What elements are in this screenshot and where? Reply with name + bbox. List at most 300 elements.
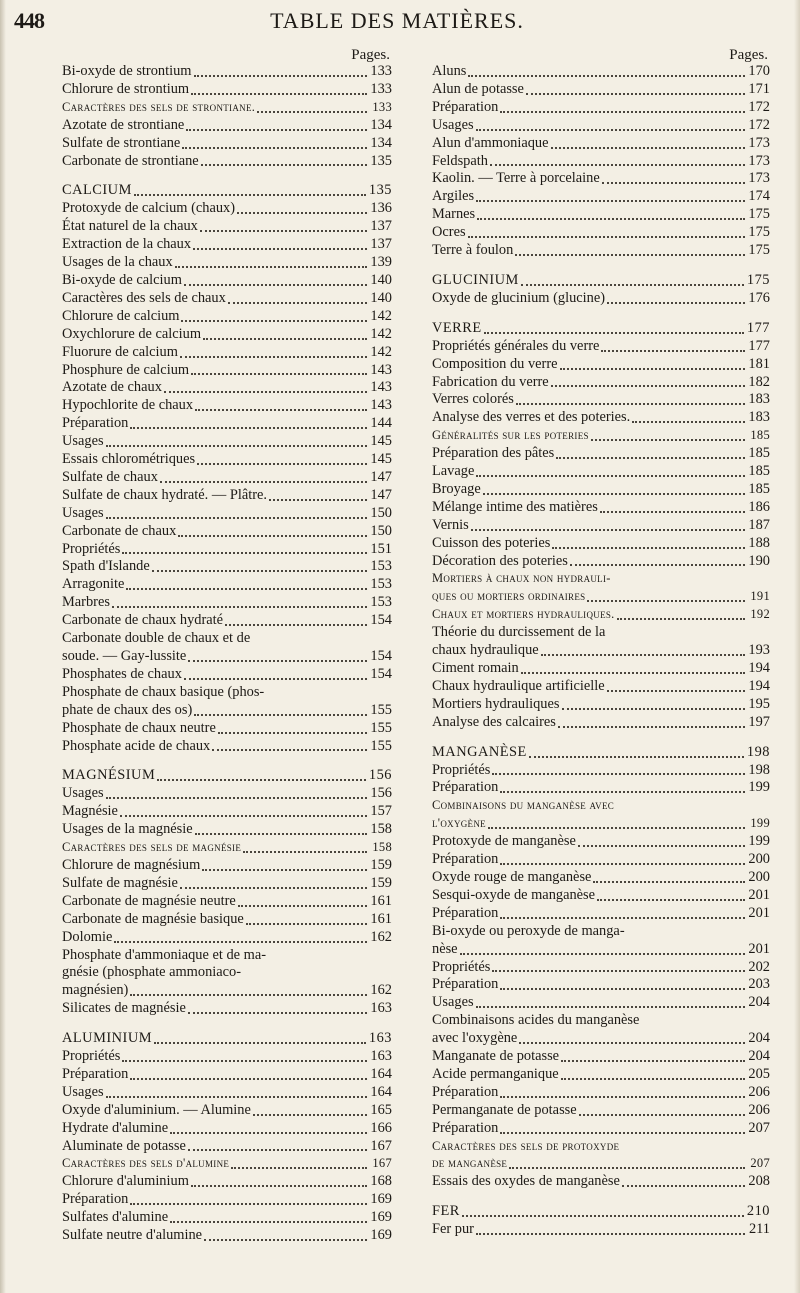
toc-entry (62, 200, 392, 218)
toc-page-number: 140 (370, 289, 392, 306)
toc-entry-title-continued: gnésie (phosphate ammoniaco- (62, 964, 242, 981)
dot-leader (194, 75, 367, 77)
toc-entry-title: Azotate de chaux (62, 379, 162, 396)
dot-leader (269, 499, 367, 501)
toc-page-number: 159 (370, 874, 392, 891)
toc-page-number: 204 (748, 1030, 770, 1047)
toc-entry-title: ALUMINIUM (62, 1030, 153, 1047)
toc-entry-title: Usages de la magnésie (62, 821, 193, 838)
toc-entry (432, 1084, 770, 1102)
toc-left-list (62, 63, 392, 1245)
toc-page-number: 206 (748, 1083, 770, 1100)
toc-page-number: 211 (748, 1221, 770, 1238)
dot-leader (112, 606, 367, 608)
toc-page-number: 158 (372, 840, 392, 855)
dot-leader (257, 111, 367, 113)
toc-entry (432, 762, 770, 780)
dot-leader (126, 588, 367, 590)
toc-entry-title: Vernis (432, 516, 469, 533)
toc-entry (62, 857, 392, 875)
toc-entry-title: Combinaisons du manganèse avec (432, 798, 615, 813)
toc-page-number: 150 (370, 522, 392, 539)
dot-leader (164, 391, 367, 393)
dot-leader (519, 1042, 745, 1044)
toc-entry-title: Théorie du durcissement de la (432, 624, 606, 641)
toc-entry (62, 911, 392, 929)
toc-page-number: 168 (370, 1173, 392, 1190)
toc-entry-title: Propriétés (432, 958, 491, 975)
toc-page-number: 210 (746, 1203, 770, 1220)
toc-entry-title: Bi-oxyde ou peroxyde de manga- (432, 922, 625, 939)
toc-entry (432, 1048, 770, 1066)
toc-entry (432, 153, 770, 171)
toc-entry (432, 135, 770, 153)
toc-entry-title: Préparation (432, 904, 499, 921)
toc-entry-last-line (62, 702, 392, 720)
toc-entry (432, 779, 770, 797)
toc-page-number: 163 (368, 1030, 392, 1047)
toc-page-number: 166 (370, 1119, 392, 1136)
toc-entry-title: Propriétés générales du verre (432, 337, 600, 354)
toc-page-number: 140 (370, 271, 392, 288)
dot-leader (593, 881, 745, 883)
toc-entry (62, 541, 392, 559)
toc-entry-title: Terre à foulon (432, 242, 514, 259)
dot-leader (212, 749, 367, 751)
toc-entry-title: Décoration des poteries (432, 552, 568, 569)
toc-entry-last-line (432, 1030, 770, 1048)
toc-entry-title-continued: magnésien) (62, 982, 129, 999)
toc-entry-title: Phosphates de chaux (62, 665, 182, 682)
toc-entry (432, 242, 770, 260)
toc-page-number: 172 (748, 116, 770, 133)
toc-entry-title: Sulfate de chaux hydraté. — Plâtre. (62, 486, 267, 503)
toc-entry-title-continued: phate de chaux des os) (62, 701, 193, 718)
toc-entry (432, 869, 770, 887)
toc-entry-title: Analyse des calcaires (432, 713, 556, 730)
toc-entry (432, 905, 770, 923)
toc-page-number: 163 (370, 1048, 392, 1065)
toc-entry-title: VERRE (432, 319, 482, 336)
toc-page-number: 142 (370, 307, 392, 324)
dot-leader (587, 600, 745, 602)
toc-entry-title: Préparation (432, 976, 499, 993)
toc-page-number: 147 (370, 486, 392, 503)
section-gap (62, 170, 392, 182)
toc-entry (62, 379, 392, 397)
toc-section-heading (62, 1030, 392, 1048)
toc-page-number: 169 (370, 1191, 392, 1208)
dot-leader (184, 284, 367, 286)
toc-section-heading (432, 744, 770, 762)
toc-entry (62, 630, 392, 666)
toc-entry-title: Aluminate de potasse (62, 1137, 186, 1154)
toc-page-number: 162 (370, 928, 392, 945)
pages-column-label: Pages. (351, 47, 390, 63)
toc-page-number: 147 (370, 468, 392, 485)
dot-leader (180, 356, 367, 358)
toc-entry-title: Usages (62, 433, 104, 450)
section-gap (432, 308, 770, 320)
toc-entry (432, 797, 770, 833)
dot-leader (122, 552, 367, 554)
section-gap (432, 1191, 770, 1203)
dot-leader (228, 302, 367, 304)
toc-entry-title: Chlorure d'aluminium (62, 1173, 189, 1190)
toc-page-number: 136 (370, 200, 392, 217)
toc-entry (62, 272, 392, 290)
toc-entry (62, 1138, 392, 1156)
dot-leader (106, 1096, 367, 1098)
dot-leader (476, 129, 745, 131)
dot-leader (492, 773, 745, 775)
toc-entry-title: Spath d'Islande (62, 558, 150, 575)
dot-leader (578, 845, 745, 847)
dot-leader (500, 1132, 745, 1134)
dot-leader (204, 1239, 367, 1241)
toc-page-number: 177 (748, 337, 770, 354)
toc-entry (432, 463, 770, 481)
toc-entry (432, 1012, 770, 1048)
toc-page-number: 134 (370, 134, 392, 151)
toc-page-number: 193 (748, 642, 770, 659)
toc-entry-title: Alun d'ammoniaque (432, 134, 549, 151)
dot-leader (170, 1132, 367, 1134)
toc-entry-title: Usages (432, 994, 474, 1011)
toc-entry (62, 523, 392, 541)
dot-leader (194, 714, 367, 716)
dot-leader (218, 732, 367, 734)
toc-page-number: 201 (748, 904, 770, 921)
toc-page-number: 137 (370, 236, 392, 253)
dot-leader (521, 672, 745, 674)
toc-entry (62, 236, 392, 254)
toc-entry-last-line (62, 982, 392, 1000)
toc-entry-last-line (62, 648, 392, 666)
toc-entry-title: CALCIUM (62, 182, 132, 199)
toc-page-number: 135 (368, 182, 392, 199)
dot-leader (114, 941, 367, 943)
toc-entry (62, 326, 392, 344)
toc-entry (62, 558, 392, 576)
toc-section-heading (432, 272, 770, 290)
toc-page-number: 161 (370, 892, 392, 909)
toc-entry (432, 290, 770, 308)
dot-leader (521, 284, 744, 286)
toc-entry (62, 63, 392, 81)
toc-entry-title: Fer pur (432, 1221, 474, 1238)
toc-entry (432, 553, 770, 571)
toc-entry-title: Hypochlorite de chaux (62, 397, 194, 414)
running-title: TABLE DES MATIÈRES. (270, 8, 524, 33)
toc-entry-title: Fluorure de calcium (62, 343, 178, 360)
toc-entry (432, 338, 770, 356)
dot-leader (476, 1006, 745, 1008)
toc-entry (432, 624, 770, 660)
dot-leader (607, 690, 745, 692)
toc-page-number: 185 (750, 428, 770, 443)
toc-entry-title: Mélange intime des matières (432, 498, 598, 515)
toc-page-number: 135 (370, 152, 392, 169)
toc-page-number: 134 (370, 116, 392, 133)
toc-entry-title: Carbonate de chaux hydraté (62, 612, 224, 629)
dot-leader (529, 756, 744, 758)
toc-entry-last-line (432, 588, 770, 606)
toc-page-number: 173 (748, 134, 770, 151)
dot-leader (225, 624, 367, 626)
dot-leader (246, 923, 367, 925)
toc-entry-title: Caractères des sels de strontiane. (62, 99, 256, 114)
toc-entry (62, 1120, 392, 1138)
toc-entry (432, 1120, 770, 1138)
toc-page-number: 199 (748, 833, 770, 850)
toc-page-number: 142 (370, 325, 392, 342)
toc-entry (432, 994, 770, 1012)
toc-entry (432, 445, 770, 463)
toc-entry-title: Marnes (432, 206, 476, 223)
dot-leader (188, 660, 367, 662)
dot-leader (106, 517, 367, 519)
toc-entry (432, 851, 770, 869)
toc-page-number: 183 (748, 409, 770, 426)
toc-entry-title: Sulfate de chaux (62, 468, 158, 485)
toc-entry-title: Usages (62, 785, 104, 802)
toc-entry-last-line (432, 941, 770, 959)
toc-entry (62, 839, 392, 857)
toc-page-number: 143 (370, 379, 392, 396)
toc-page-number: 169 (370, 1227, 392, 1244)
toc-page-number: 199 (750, 816, 770, 831)
toc-entry-title: Phosphate d'ammoniaque et de ma- (62, 946, 267, 963)
toc-entry (432, 1066, 770, 1084)
toc-entry-title: Chaux et mortiers hydrauliques. (432, 607, 615, 622)
toc-entry-title: GLUCINIUM (432, 271, 519, 288)
toc-page-number: 204 (748, 1048, 770, 1065)
dot-leader (556, 457, 745, 459)
toc-page-number: 181 (748, 355, 770, 372)
dot-leader (500, 988, 745, 990)
toc-page-number: 145 (370, 433, 392, 450)
toc-entry-title: Carbonate de magnésie basique (62, 910, 244, 927)
toc-entry-title: Ocres (432, 224, 466, 241)
toc-entry-title: Chlorure de strontium (62, 80, 190, 97)
dot-leader (600, 511, 745, 513)
toc-page-number: 197 (748, 713, 770, 730)
toc-page-number: 172 (748, 98, 770, 115)
toc-entry-title: Verres colorés (432, 391, 514, 408)
toc-entry (432, 206, 770, 224)
toc-page-number: 163 (370, 1000, 392, 1017)
toc-entry (432, 1221, 770, 1239)
toc-entry-title: Phosphate acide de chaux (62, 737, 211, 754)
toc-entry (432, 660, 770, 678)
dot-leader (157, 779, 366, 781)
dot-leader (195, 409, 367, 411)
toc-section-heading (432, 320, 770, 338)
toc-page-number: 143 (370, 397, 392, 414)
toc-page-number: 143 (370, 361, 392, 378)
toc-entry (432, 1173, 770, 1191)
toc-entry-title: Sulfate neutre d'alumine (62, 1227, 203, 1244)
toc-entry-title: Préparation (62, 415, 129, 432)
toc-entry-title: Préparation (432, 779, 499, 796)
dot-leader (560, 368, 745, 370)
dot-leader (515, 254, 745, 256)
toc-page-number: 156 (368, 767, 392, 784)
toc-page-number: 183 (748, 391, 770, 408)
toc-entry-title: Phosphate de chaux basique (phos- (62, 683, 265, 700)
dot-leader (483, 493, 745, 495)
dot-leader (238, 905, 367, 907)
toc-entry-title: Oxyde rouge de manganèse (432, 868, 592, 885)
toc-entry-title: Phosphure de calcium (62, 361, 190, 378)
toc-entry-title: Feldspath (432, 152, 488, 169)
toc-page-number: 200 (748, 851, 770, 868)
toc-page-number: 191 (750, 589, 770, 604)
toc-entry (432, 678, 770, 696)
toc-entry-title-continued: de manganèse (432, 1156, 508, 1171)
toc-entry (62, 893, 392, 911)
toc-entry (62, 397, 392, 415)
toc-entry-title: Sulfates d'alumine (62, 1209, 169, 1226)
dot-leader (526, 93, 745, 95)
toc-entry (432, 170, 770, 188)
dot-leader (122, 1060, 367, 1062)
toc-entry-title: Extraction de la chaux (62, 236, 192, 253)
toc-entry-title: Dolomie (62, 928, 113, 945)
toc-entry-title: Bi-oxyde de strontium (62, 63, 192, 79)
dot-leader (152, 570, 367, 572)
toc-entry (62, 487, 392, 505)
toc-entry-title: Combinaisons acides du manganèse (432, 1012, 640, 1029)
toc-page-number: 151 (370, 540, 392, 557)
toc-page-number: 133 (370, 80, 392, 97)
toc-entry-title: Propriétés (62, 1048, 121, 1065)
toc-entry (62, 929, 392, 947)
toc-entry-title: Propriétés (62, 540, 121, 557)
dot-leader (551, 147, 746, 149)
toc-entry-title: Lavage (432, 463, 475, 480)
toc-entry-title: Usages (62, 504, 104, 521)
section-gap (432, 732, 770, 744)
toc-entry-title: Manganate de potasse (432, 1048, 560, 1065)
toc-entry (432, 117, 770, 135)
toc-entry-title: Préparation (432, 1083, 499, 1100)
toc-page-number: 190 (748, 552, 770, 569)
toc-entry (62, 469, 392, 487)
toc-page-number: 170 (748, 63, 770, 79)
dot-leader (201, 164, 367, 166)
dot-leader (516, 403, 745, 405)
toc-page-number: 199 (748, 779, 770, 796)
toc-entry-title: Chaux hydraulique artificielle (432, 677, 605, 694)
toc-right-column (432, 48, 770, 1239)
toc-page-number: 202 (748, 958, 770, 975)
dot-leader (541, 654, 745, 656)
toc-section-heading (62, 767, 392, 785)
toc-page-number: 162 (370, 982, 392, 999)
toc-entry-title: Cuisson des poteries (432, 534, 551, 551)
toc-page-number: 133 (370, 63, 392, 79)
dot-leader (203, 338, 367, 340)
pages-column-label: Pages. (729, 47, 768, 63)
toc-page-number: 167 (370, 1137, 392, 1154)
dot-leader (154, 1042, 366, 1044)
toc-entry (62, 947, 392, 1001)
toc-entry-title-continued: ques ou mortiers ordinaires (432, 589, 586, 604)
dot-leader (195, 833, 367, 835)
toc-page-number: 164 (370, 1065, 392, 1082)
toc-entry (62, 1102, 392, 1120)
toc-page-number: 205 (748, 1065, 770, 1082)
toc-entry-title: Fabrication du verre (432, 373, 549, 390)
toc-page-number: 153 (370, 594, 392, 611)
toc-page-number: 175 (748, 224, 770, 241)
toc-page-number: 174 (748, 188, 770, 205)
toc-page-number: 194 (748, 660, 770, 676)
dot-leader (184, 678, 367, 680)
dot-leader (106, 445, 367, 447)
dot-leader (170, 1221, 367, 1223)
toc-entry (432, 427, 770, 445)
toc-entry-title: Sesqui-oxyde de manganèse (432, 886, 596, 903)
toc-entry-title: Caractères des sels de magnésie (62, 840, 242, 855)
dot-leader (130, 1203, 367, 1205)
toc-entry (432, 188, 770, 206)
page-right-edge-shadow (794, 0, 800, 1293)
toc-page-number: 153 (370, 576, 392, 593)
dot-leader (186, 129, 367, 131)
toc-entry-title: MAGNÉSIUM (62, 767, 156, 784)
toc-entry (432, 887, 770, 905)
toc-entry (62, 344, 392, 362)
dot-leader (500, 1096, 745, 1098)
dot-leader (191, 93, 367, 95)
toc-entry-title: Carbonate de strontiane (62, 152, 199, 169)
dot-leader (468, 75, 745, 77)
toc-entry-title: Chlorure de calcium (62, 307, 180, 324)
toc-entry-title: Phosphate de chaux neutre (62, 719, 216, 736)
page-header (8, 8, 786, 36)
toc-entry-title: Permanganate de potasse (432, 1101, 577, 1118)
dot-leader (617, 618, 745, 620)
toc-entry-title: Silicates de magnésie (62, 1000, 186, 1017)
toc-entry-title: Argiles (432, 188, 475, 205)
toc-entry-title: Essais chlorométriques (62, 451, 196, 468)
dot-leader (477, 218, 745, 220)
toc-entry-title: Arragonite (62, 576, 125, 593)
toc-page-number: 192 (750, 607, 770, 622)
toc-entry-title: Bi-oxyde de calcium (62, 271, 182, 288)
toc-page-number: 207 (748, 1119, 770, 1136)
toc-page-number: 154 (370, 648, 392, 664)
toc-entry-title: Préparation (432, 851, 499, 868)
dot-leader (181, 320, 367, 322)
dot-leader (237, 212, 367, 214)
toc-page-number: 188 (748, 534, 770, 551)
dot-leader (460, 953, 745, 955)
dot-leader (500, 917, 745, 919)
toc-entry (432, 374, 770, 392)
toc-entry (432, 391, 770, 409)
toc-entry (432, 1138, 770, 1174)
toc-page-number: 153 (370, 558, 392, 575)
toc-page-number: 155 (370, 737, 392, 754)
toc-entry (62, 1084, 392, 1102)
toc-page-number: 175 (746, 271, 770, 288)
dot-leader (462, 1215, 744, 1217)
toc-entry-title-continued: soude. — Gay-lussite (62, 648, 187, 664)
